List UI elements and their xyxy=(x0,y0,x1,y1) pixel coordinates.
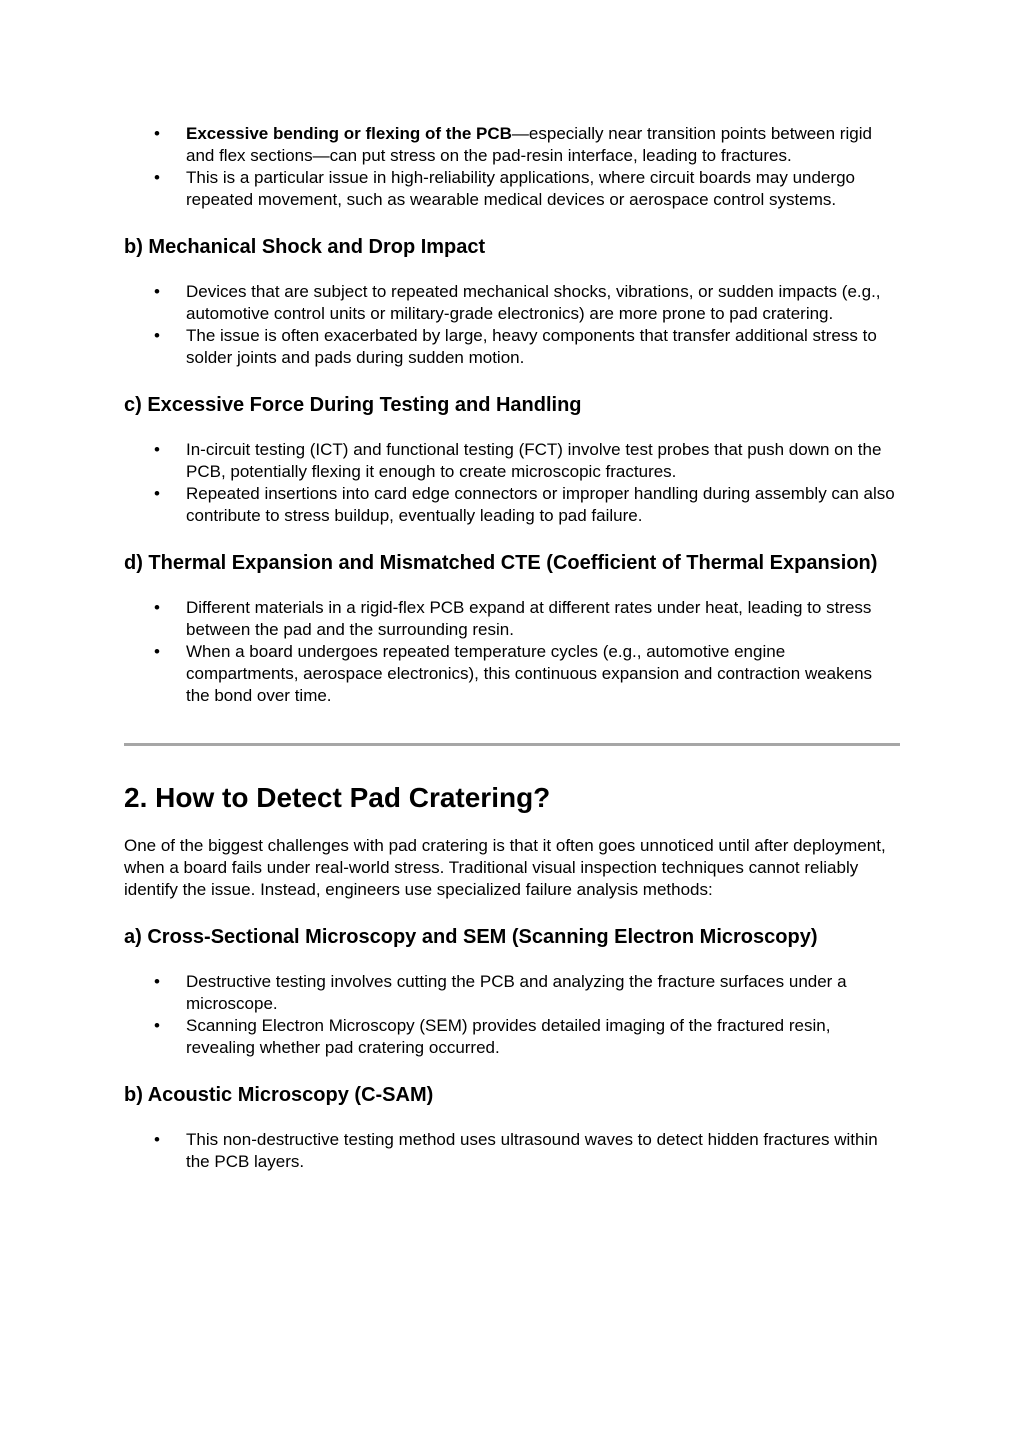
subsection-b-bullet-list xyxy=(124,1129,900,1173)
list-item: • Devices that are subject to repeated mechanical shocks, vibrations, or sudden impacts (e.g., automotive control units or military-grade electronics) are more prone to pad cratering. xyxy=(124,281,900,325)
section-heading-b: b) Mechanical Shock and Drop Impact xyxy=(124,236,486,258)
section-b-bullet-list xyxy=(124,281,900,369)
document-page xyxy=(124,123,900,1173)
section-2-intro-paragraph: One of the biggest challenges with pad cratering is that it often goes unnoticed until after deployment, when a board fails under real-world stress. Traditional visual inspection techniques cannot reliably identify the issue. Instead, engineers use specialized failure analysis methods: xyxy=(124,836,886,899)
section-c-bullet-list xyxy=(124,439,900,527)
section-d-bullet-list xyxy=(124,597,900,707)
list-item: • In-circuit testing (ICT) and functional testing (FCT) involve test probes that push down on the PCB, potentially flexing it enough to create microscopic fractures. xyxy=(124,439,900,483)
list-item: • When a board undergoes repeated temperature cycles (e.g., automotive engine compartments, aerospace electronics), this continuous expansion and contraction weakens the bond over time. xyxy=(124,641,900,707)
section-2-title: 2. How to Detect Pad Cratering? xyxy=(124,782,551,813)
list-item: • This is a particular issue in high-reliability applications, where circuit boards may undergo repeated movement, such as wearable medical devices or aerospace control systems. xyxy=(124,167,900,211)
subsection-heading-b: b) Acoustic Microscopy (C-SAM) xyxy=(124,1084,434,1106)
list-item xyxy=(124,123,900,167)
section-heading-d: d) Thermal Expansion and Mismatched CTE (Coefficient of Thermal Expansion) xyxy=(124,552,878,574)
list-item: • This non-destructive testing method uses ultrasound waves to detect hidden fractures within the PCB layers. xyxy=(124,1129,900,1173)
list-item: • Different materials in a rigid-flex PCB expand at different rates under heat, leading to stress between the pad and the surrounding resin. xyxy=(124,597,900,641)
bold-phrase: Excessive bending or flexing of the PCB xyxy=(186,124,512,143)
list-item: • Repeated insertions into card edge connectors or improper handling during assembly can also contribute to stress buildup, eventually leading to pad failure. xyxy=(124,483,900,527)
list-item: • Scanning Electron Microscopy (SEM) provides detailed imaging of the fractured resin, revealing whether pad cratering occurred. xyxy=(124,1015,900,1059)
list-item: • Destructive testing involves cutting the PCB and analyzing the fracture surfaces under a microscope. xyxy=(124,971,900,1015)
intro-bullet-list xyxy=(124,123,900,211)
subsection-a-bullet-list xyxy=(124,971,900,1059)
subsection-heading-a: a) Cross-Sectional Microscopy and SEM (Scanning Electron Microscopy) xyxy=(124,926,818,948)
list-item: • The issue is often exacerbated by large, heavy components that transfer additional stress to solder joints and pads during sudden motion. xyxy=(124,325,900,369)
section-heading-c: c) Excessive Force During Testing and Handling xyxy=(124,394,582,416)
bullet-text: —especially near transition points between rigid and flex sections—can put stress on the pad-resin interface, leading to fractures. xyxy=(186,124,872,165)
